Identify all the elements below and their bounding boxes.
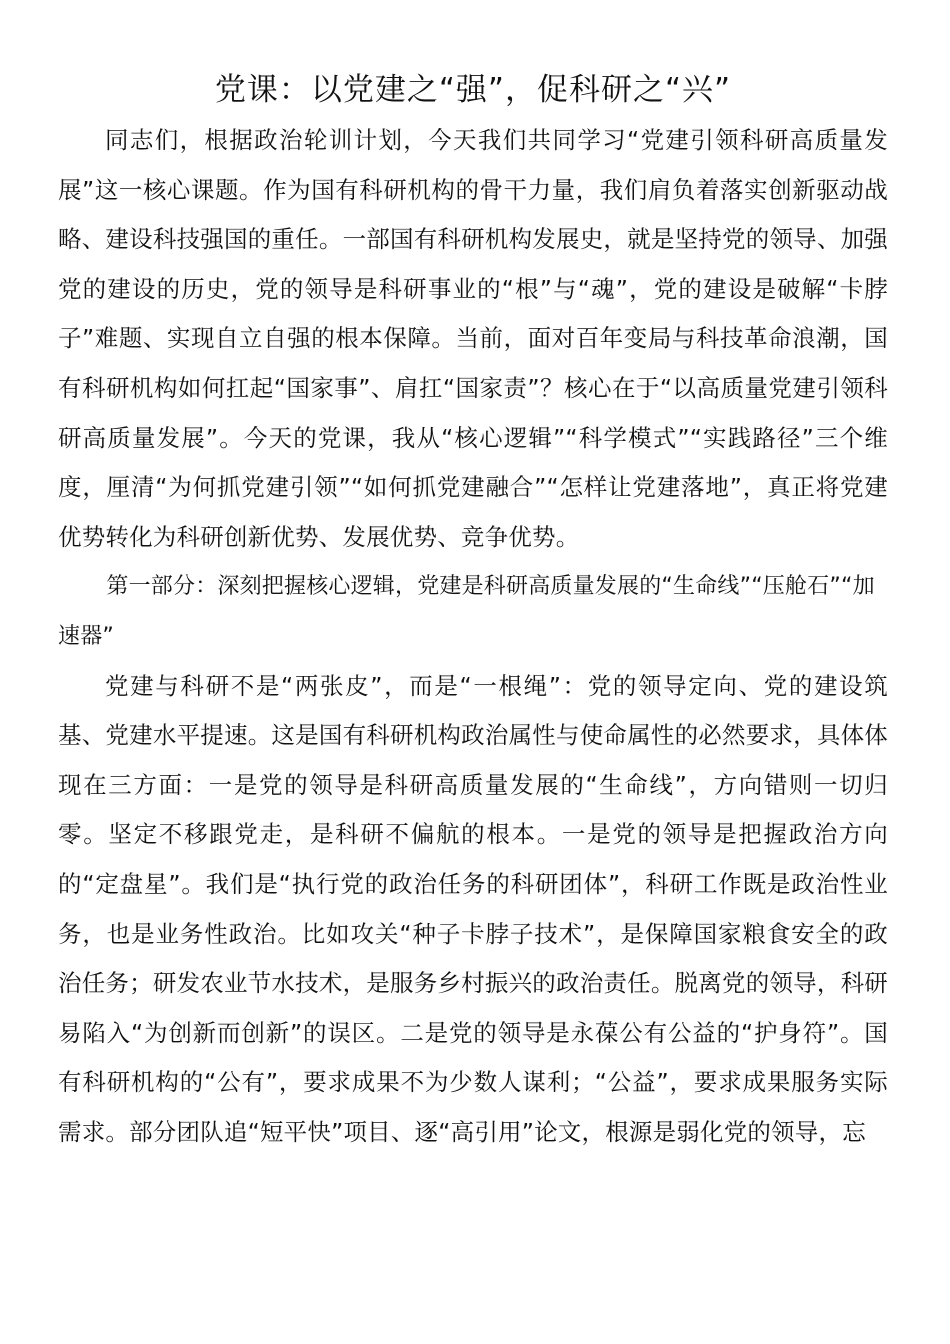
section-heading: 第一部分：深刻把握核心逻辑，党建是科研高质量发展的“生命线”“压舱石”“加速器” (58, 574, 875, 649)
document-title: 党课：以党建之“强”，促科研之“兴” (214, 72, 732, 108)
section-paragraph: 党建与科研不是“两张皮”，而是“一根绳”：党的领导定向、党的建设筑基、党建水平提速。这是国有科研机构政治属性与使命属性的必然要求，具体体现在三方面：一是党的领导是科研高质量发展的“生命线”，方向错则一切归零。坚定不移跟党走，是科研不偏航的根本。一是党的领导是把握政治方向的“定盘星”。我们是“执行党的政治任务的科研团体”，科研工作既是政治性业务，也是业务性政治。比如攻关“种子卡脖子技术”，是保障国家粮食安全的政治任务；研发农业节水技术，是服务乡村振兴的政治责任。脱离党的领导，科研易陷入“为创新而创新”的误区。二是党的领导是永葆公有公益的“护身符”。国有科研机构的“公有”，要求成果不为少数人谋利；“公益”，要求成果服务实际需求。部分团队追“短平快”项目、逐“高引用”论文，根源是弱化党的领导，忘 (58, 671, 888, 1146)
document-page (58, 66, 888, 1157)
intro-paragraph: 同志们，根据政治轮训计划，今天我们共同学习“党建引领科研高质量发展”这一核心课题。作为国有科研机构的骨干力量，我们肩负着落实创新驱动战略、建设科技强国的重任。一部国有科研机构发展史，就是坚持党的领导、加强党的建设的历史，党的领导是科研事业的“根”与“魂”，党的建设是破解“卡脖子”难题、实现自立自强的根本保障。当前，面对百年变局与科技革命浪潮，国有科研机构如何扛起“国家事”、肩扛“国家责”？核心在于“以高质量党建引领科研高质量发展”。今天的党课，我从“核心逻辑”“科学模式”“实践路径”三个维度，厘清“为何抓党建引领”“如何抓党建融合”“怎样让党建落地”，真正将党建优势转化为科研创新优势、发展优势、竞争优势。 (58, 126, 888, 551)
